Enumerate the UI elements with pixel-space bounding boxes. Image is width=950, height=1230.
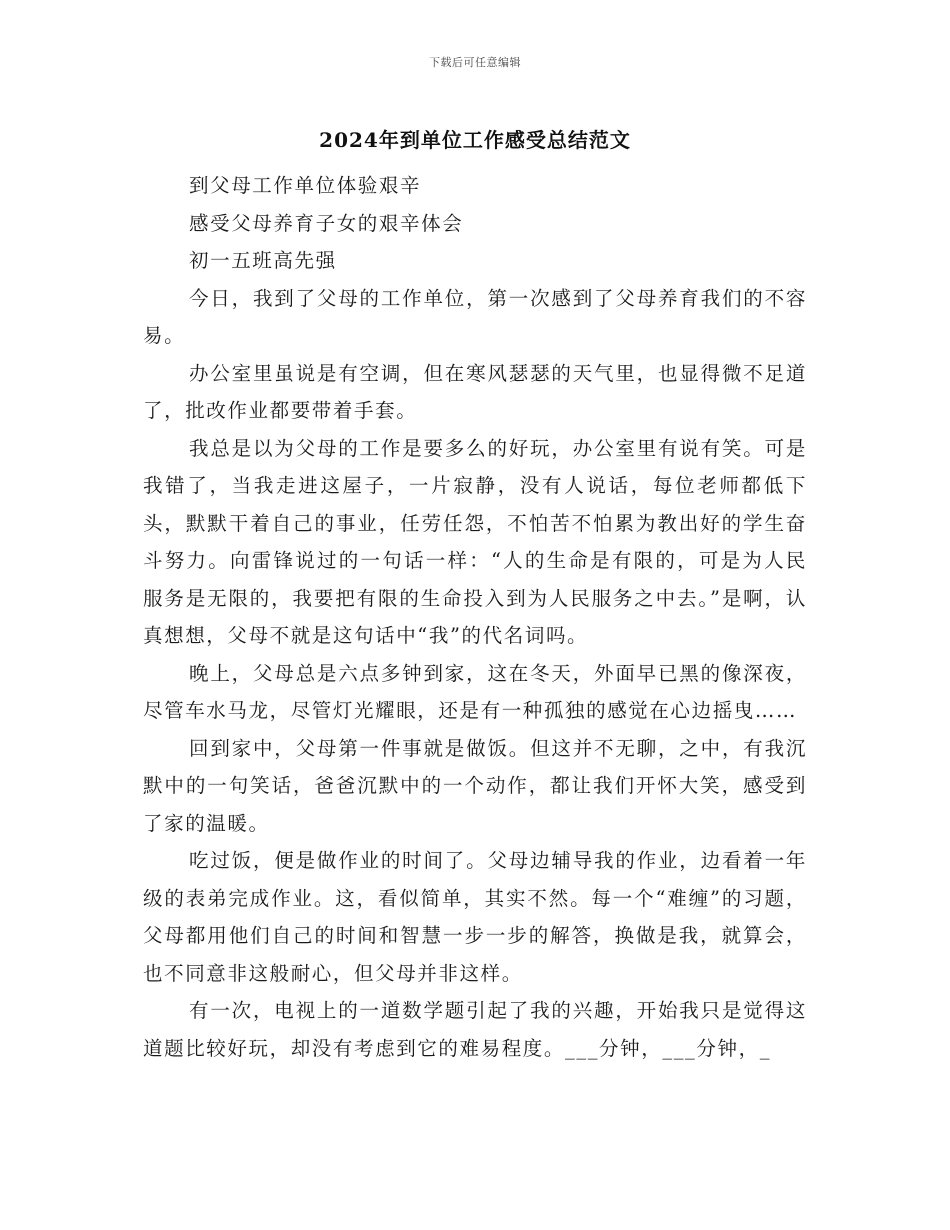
document-title: 2024年到单位工作感受总结范文 [319,128,631,152]
document-body [143,167,807,1067]
paragraph: 晚上，父母总是六点多钟到家，这在冬天，外面早已黑的像深夜，尽管车水马龙，尽管灯光耀眼，还是有一种孤独的感觉在心边摇曳…… [143,661,807,722]
page-header-note: 下载后可任意编辑 [429,56,521,69]
paragraph: 我总是以为父母的工作是要多么的好玩，办公室里有说有笑。可是我错了，当我走进这屋子，一片寂静，没有人说话，每位老师都低下头，默默干着自己的事业，任劳任怨，不怕苦不怕累为教出好的学生奋斗努力。向雷锋说过的一句话一样：“人的生命是有限的，可是为人民服务是无限的，我要把有限的生命投入到为人民服务之中去。”是啊，认真想想，父母不就是这句话中“我”的代名词吗。 [143,436,807,647]
paragraph: 吃过饭，便是做作业的时间了。父母边辅导我的作业，边看着一年级的表弟完成作业。这，看似简单，其实不然。每一个“难缠”的习题，父母都用他们自己的时间和智慧一步一步的解答，换做是我，就算会，也不同意非这般耐心，但父母并非这样。 [143,849,807,985]
paragraph: 有一次，电视上的一道数学题引起了我的兴趣，开始我只是觉得这道题比较好玩，却没有考虑到它的难易程度。___分钟，___分钟，_ [143,999,807,1060]
paragraph: 回到家中，父母第一件事就是做饭。但这并不无聊，之中，有我沉默中的一句笑话，爸爸沉默中的一个动作，都让我们开怀大笑，感受到了家的温暖。 [143,736,807,835]
paragraph: 初一五班高先强 [189,249,337,272]
paragraph: 到父母工作单位体验艰辛 [189,174,422,197]
paragraph: 办公室里虽说是有空调，但在寒风瑟瑟的天气里，也显得微不足道了，批改作业都要带着手套。 [143,361,807,422]
paragraph: 感受父母养育子女的艰辛体会 [189,211,464,235]
paragraph: 今日，我到了父母的工作单位，第一次感到了父母养育我们的不容易。 [143,286,807,347]
